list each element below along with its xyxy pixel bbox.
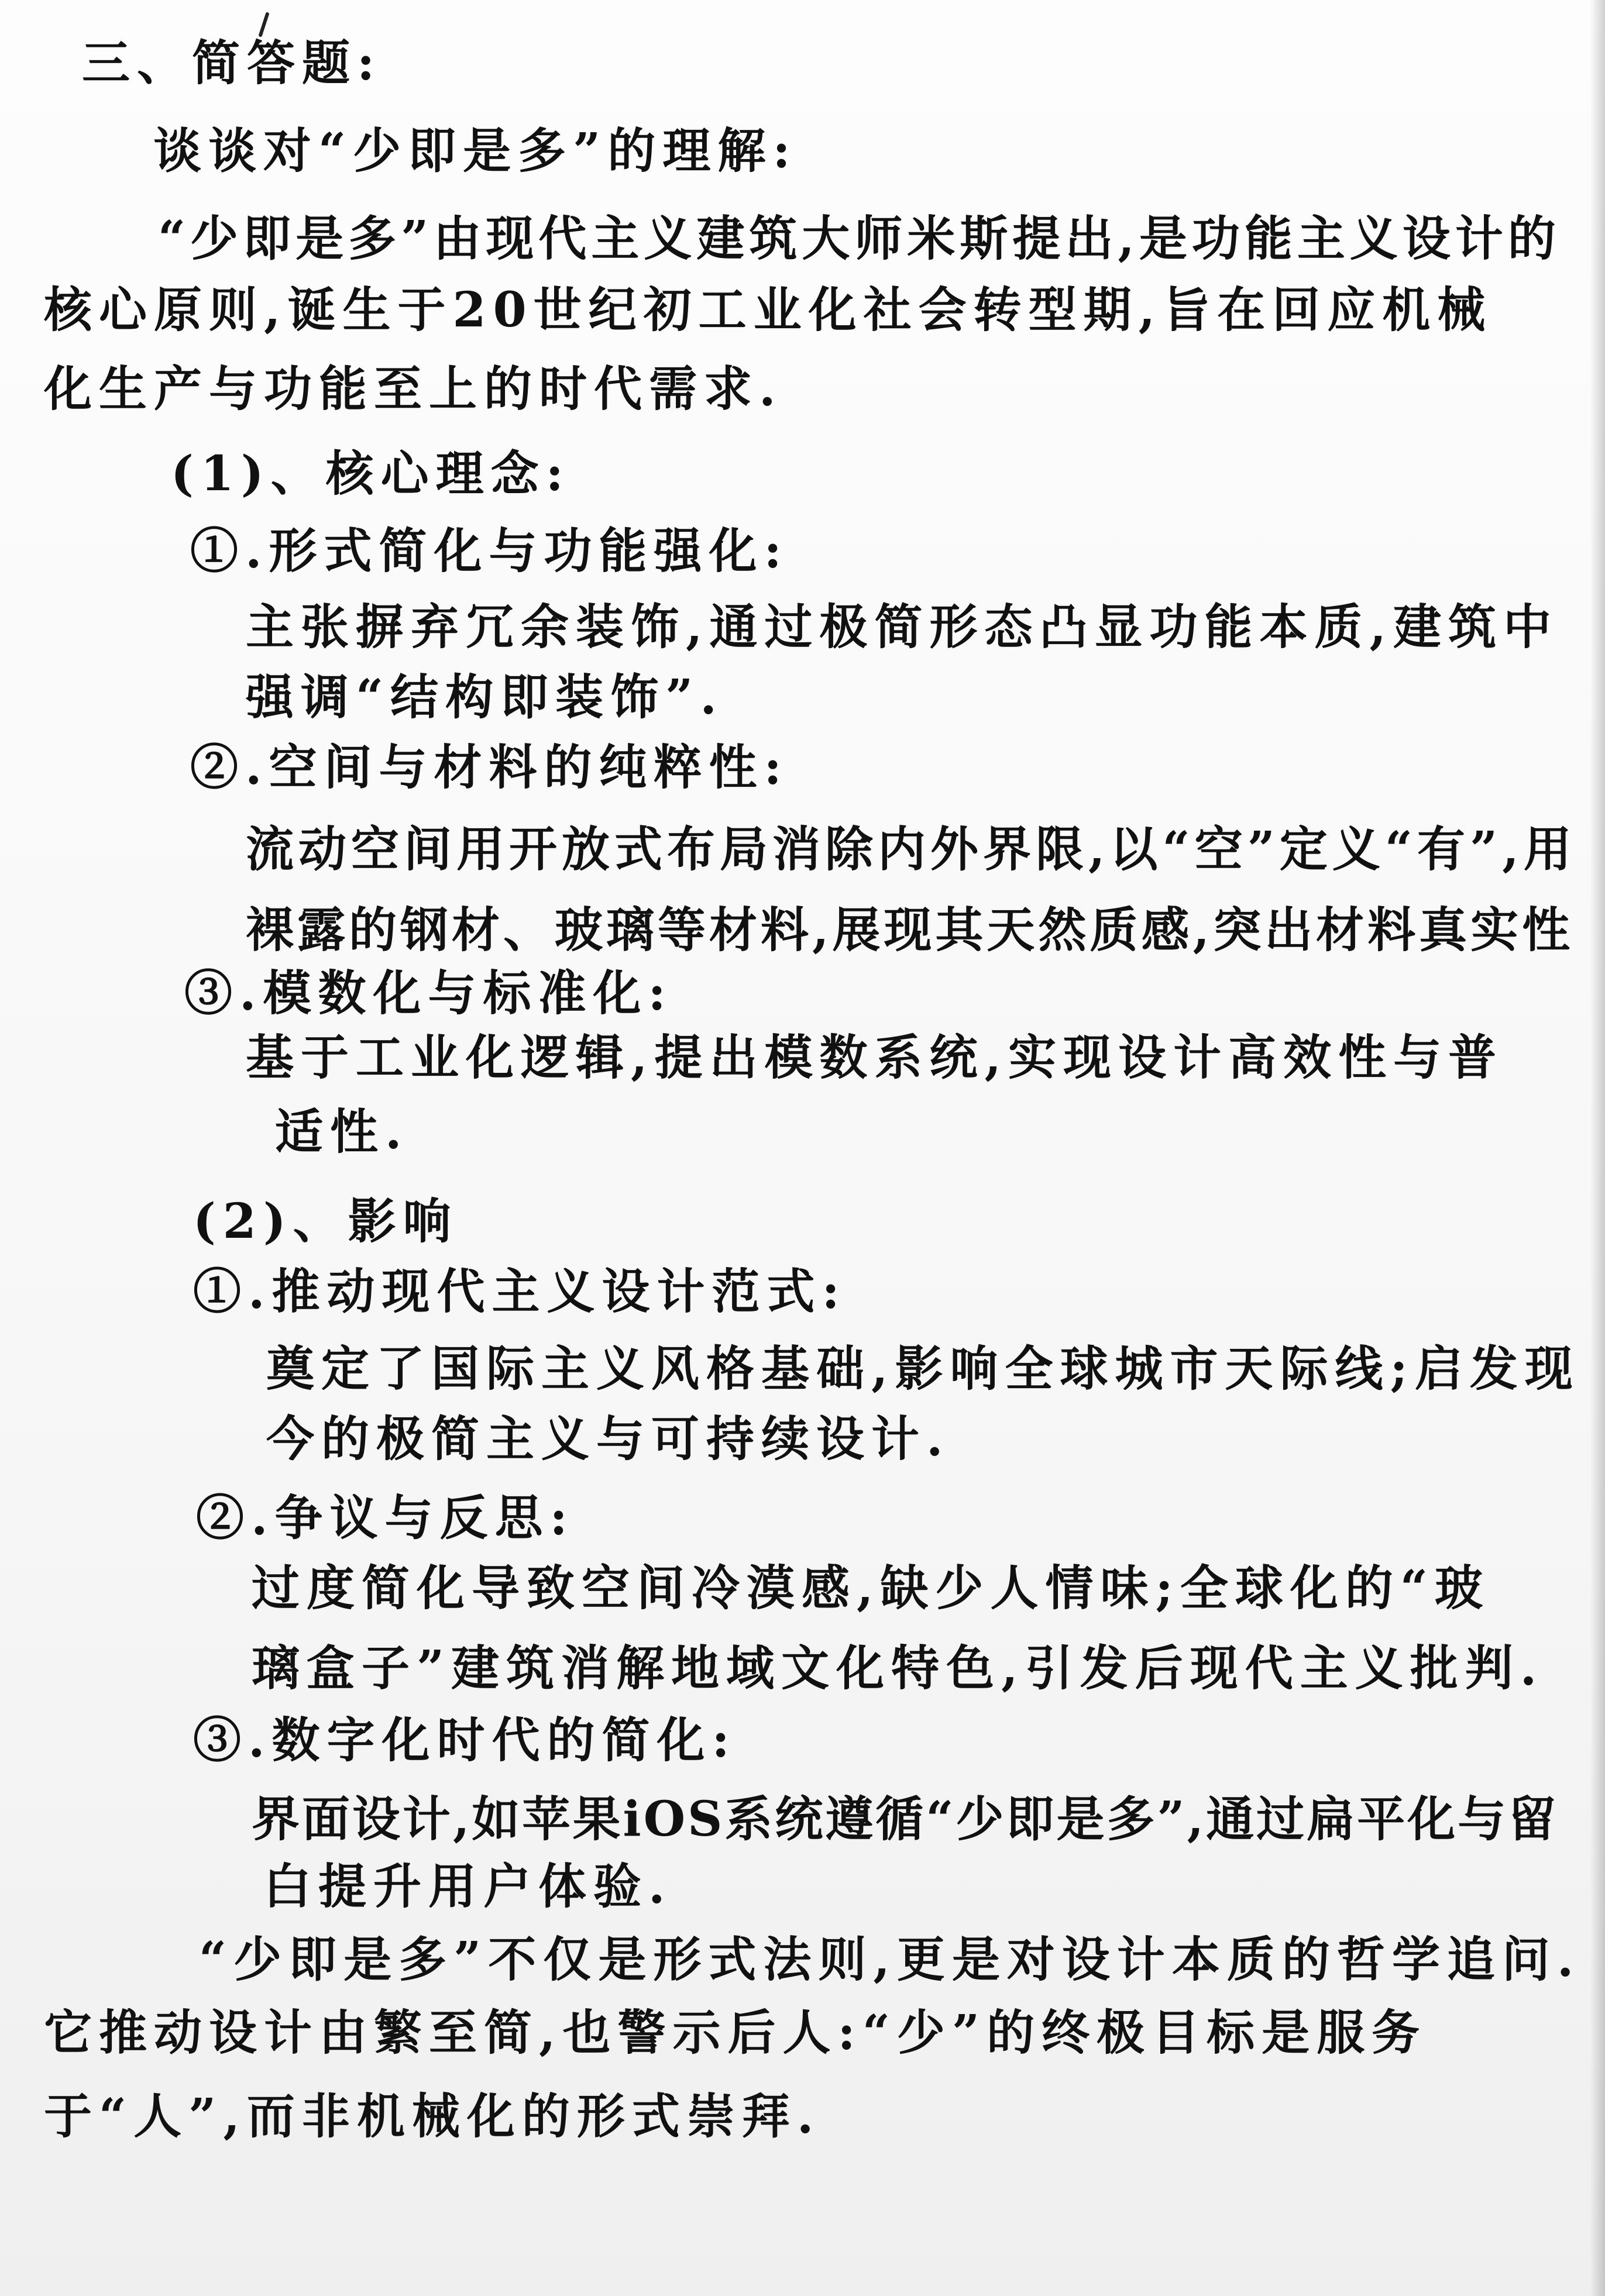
part2-item3-title: ③.数字化时代的简化: xyxy=(193,1712,737,1768)
part1-item1-title: ①.形式简化与功能强化: xyxy=(190,523,789,579)
part1-item1-line2: 强调“结构即装饰”. xyxy=(246,669,724,725)
conclusion-line-3: 于“人”,而非机械化的形式崇拜. xyxy=(44,2088,821,2144)
part2-title: (2)、影响 xyxy=(193,1193,458,1249)
part2-item1-title: ①.推动现代主义设计范式: xyxy=(193,1264,847,1320)
part1-item3-line1: 基于工业化逻辑,提出模数系统,实现设计高效性与普 xyxy=(246,1030,1504,1086)
part2-item1-line2: 今的极简主义与可持续设计. xyxy=(266,1411,950,1467)
part2-item2-line2: 璃盒子”建筑消解地域文化特色,引发后现代主义批判. xyxy=(252,1640,1544,1696)
part1-item2-title: ②.空间与材料的纯粹性: xyxy=(190,739,789,796)
part2-item3-line2: 白提升用户体验. xyxy=(263,1858,672,1915)
conclusion-line-1: “少即是多”不仅是形式法则,更是对设计本质的哲学追问. xyxy=(199,1932,1581,1988)
question-title: 谈谈对“少即是多”的理解: xyxy=(153,123,798,179)
conclusion-line-2: 它推动设计由繁至简,也警示后人:“少”的终极目标是服务 xyxy=(44,2005,1427,2061)
part1-item2-line2: 裸露的钢材、玻璃等材料,展现其天然质感,突出材料真实性 xyxy=(246,902,1574,958)
intro-line-1: “少即是多”由现代主义建筑大师米斯提出,是功能主义设计的 xyxy=(158,211,1561,267)
part2-item2-title: ②.争议与反思: xyxy=(196,1490,575,1546)
part2-item2-line1: 过度简化导致空间冷漠感,缺少人情味;全球化的“玻 xyxy=(252,1560,1490,1616)
part2-item1-line1: 奠定了国际主义风格基础,影响全球城市天际线;启发现 xyxy=(266,1341,1580,1397)
intro-line-3: 化生产与功能至上的时代需求. xyxy=(44,361,783,417)
part2-item3-line1: 界面设计,如苹果iOS系统遵循“少即是多”,通过扁平化与留 xyxy=(252,1791,1559,1847)
part1-item3-line2: 适性. xyxy=(275,1104,409,1160)
page-edge-shadow xyxy=(1590,0,1605,2296)
part1-item2-line1: 流动空间用开放式布局消除内外界限,以“空”定义“有”,用 xyxy=(246,821,1576,877)
intro-line-2: 核心原则,诞生于20世纪初工业化社会转型期,旨在回应机械 xyxy=(44,282,1493,338)
section-heading: 三、简答题: xyxy=(82,35,382,91)
part1-item1-line1: 主张摒弃冗余装饰,通过极简形态凸显功能本质,建筑中 xyxy=(246,599,1559,655)
part1-item3-title: ③.模数化与标准化: xyxy=(184,965,673,1021)
part1-title: (1)、核心理念: xyxy=(171,446,570,502)
